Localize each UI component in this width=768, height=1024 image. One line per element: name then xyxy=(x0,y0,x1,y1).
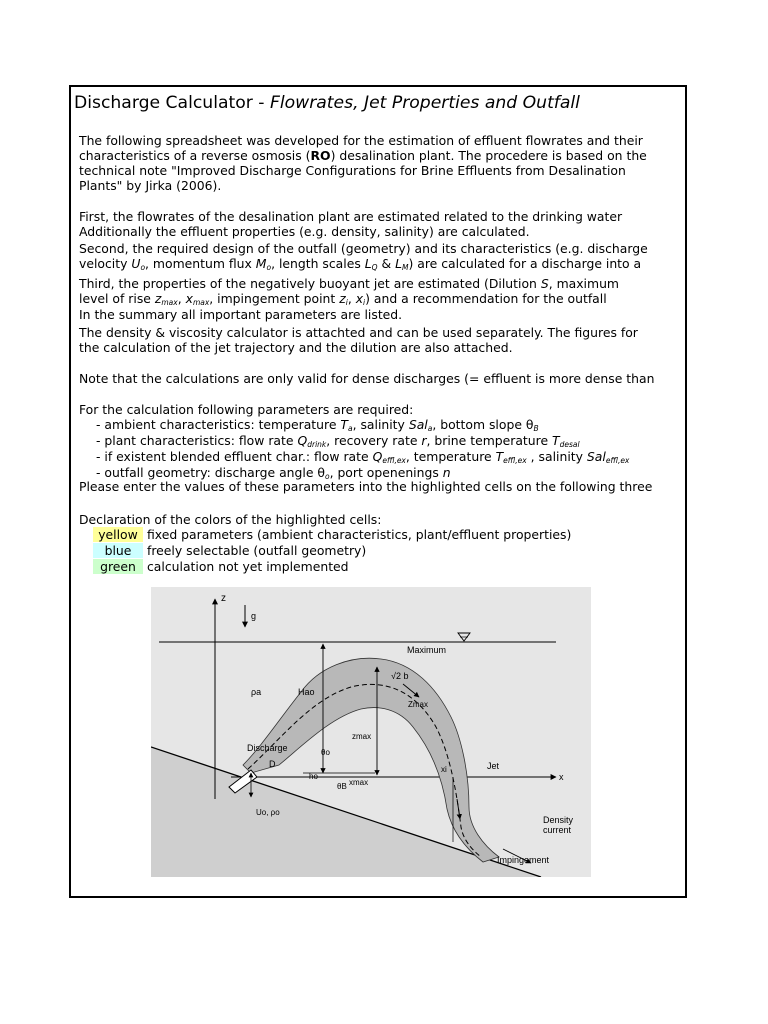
discharge-label: Discharge xyxy=(247,743,288,753)
document-frame xyxy=(69,85,687,898)
step-second-line-1: Second, the required design of the outfall (geometry) and its characteristics (e.g. discharge xyxy=(79,241,648,256)
sqrt2b-label: √2 b xyxy=(391,671,409,681)
swatch-green: green xyxy=(93,559,143,574)
swatch-yellow: yellow xyxy=(93,527,143,542)
param-plant: - plant characteristics: flow rate $Q_{drink}$, recovery rate r, brine temperature $T_{desal}$ xyxy=(96,433,580,449)
rho-a-label: ρa xyxy=(251,687,262,697)
intro-line-4: Plants" by Jirka (2006). xyxy=(79,178,222,193)
density-current-label-2: current xyxy=(543,825,572,835)
z-max-curve-label: Zmax xyxy=(408,700,428,709)
step-summary: In the summary all important parameters are listed. xyxy=(79,307,403,322)
x-axis-label: x xyxy=(559,772,564,782)
param-ambient: - ambient characteristics: temperature $T_a$, salinity Sal$_a$, bottom slope $\theta_B$ xyxy=(96,417,539,433)
density-line-1: The density & viscosity calculator is attachted and can be used separately. The figures for xyxy=(79,325,638,340)
color-row-blue: blue freely selectable (outfall geometry) xyxy=(79,543,366,558)
params-enter: Please enter the values of these parameters into the highlighted cells on the following three xyxy=(79,479,653,494)
validity-note: Note that the calculations are only valid for dense discharges (= effluent is more dense than xyxy=(79,371,655,386)
x-i-label: xi xyxy=(441,765,447,774)
d-label: D xyxy=(269,759,276,769)
gravity-label: g xyxy=(251,611,257,621)
u-rho-label: Uo, ρo xyxy=(256,808,280,817)
density-current-label-1: Density xyxy=(543,815,574,825)
swatch-blue: blue xyxy=(93,543,143,558)
color-row-green: green calculation not yet implemented xyxy=(79,559,349,574)
theta-b-label: θB xyxy=(337,782,347,791)
step-first: First, the flowrates of the desalination plant are estimated related to the drinking water xyxy=(79,209,623,224)
page-title: Discharge Calculator - Flowrates, Jet Properties and Outfall xyxy=(74,93,580,113)
step-additionally: Additionally the effluent properties (e.g. density, salinity) are calculated. xyxy=(79,224,530,239)
jet-label: Jet xyxy=(487,761,500,771)
impingement-label: Impingement xyxy=(497,855,550,865)
step-second-line-2: velocity $U_o$, momentum flux $M_o$, length scales $L_Q$ & $L_M$) are calculated for a discharge into a xyxy=(79,256,642,272)
z-max-vert-label: zmax xyxy=(352,732,372,741)
step-third-line-1: Third, the properties of the negatively buoyant jet are estimated (Dilution S, maximum xyxy=(79,276,619,291)
density-line-2: the calculation of the jet trajectory and the dilution are also attached. xyxy=(79,340,513,355)
theta-o-label: θo xyxy=(321,748,330,757)
x-max-label: xmax xyxy=(349,778,369,787)
params-intro: For the calculation following parameters are required: xyxy=(79,402,414,417)
jet-trajectory-figure xyxy=(151,587,591,877)
param-blended: - if existent blended effluent char.: flow rate $Q_{effl,ex}$, temperature $T_{effl,ex}$ , salinity Sal$_{effl,ex}$ xyxy=(96,449,630,465)
maximum-label: Maximum xyxy=(407,645,447,655)
param-outfall: - outfall geometry: discharge angle $\theta_o$, port openenings n xyxy=(96,465,451,481)
step-third-line-2: level of rise $z_{max}$, $x_{max}$, impingement point $z_i$, $x_i$) and a recommendation for the outfall xyxy=(79,291,607,307)
h-ao-label: Hao xyxy=(298,687,315,697)
h-o-label: ho xyxy=(309,772,318,781)
z-axis-label: z xyxy=(221,593,226,604)
jet-diagram xyxy=(151,587,591,877)
intro-line-3: technical note "Improved Discharge Configurations for Brine Effluents from Desalination xyxy=(79,163,626,178)
colors-intro: Declaration of the colors of the highlighted cells: xyxy=(79,512,382,527)
intro-line-2: characteristics of a reverse osmosis (RO) desalination plant. The procedere is based on the xyxy=(79,148,647,163)
intro-line-1: The following spreadsheet was developed for the estimation of effluent flowrates and their xyxy=(79,133,643,148)
color-row-yellow: yellow fixed parameters (ambient characteristics, plant/effluent properties) xyxy=(79,527,571,542)
